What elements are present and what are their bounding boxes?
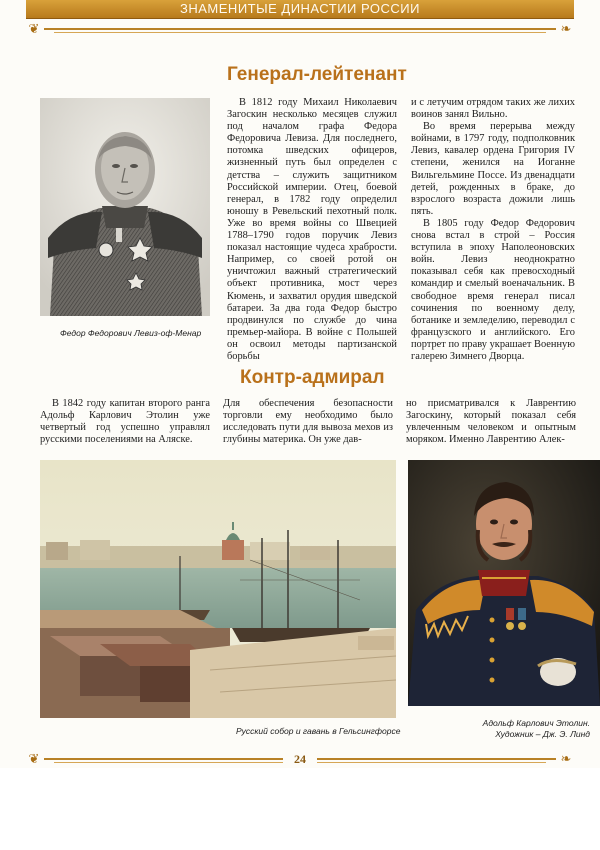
header-ornament: [24, 22, 576, 36]
paragraph: но присматривался к Лаврентию Загоскину, который показал себя увлеченным человеком и опытным моряком. Именно Лаврентию Алек-: [406, 398, 576, 446]
header-title: ЗНАМЕНИТЫЕ ДИНАСТИИ РОССИИ: [180, 1, 420, 16]
paragraph: и с летучим отрядом таких же лихих воинов занял Вильно.: [411, 97, 575, 121]
portrait-etolin-painting: [408, 460, 600, 706]
text-column-admiral-1: [40, 398, 210, 446]
page-bottom-margin: [0, 768, 600, 850]
caption-levis: Федор Федорович Левиз-оф-Менар: [60, 328, 202, 338]
page-number: 24: [283, 751, 317, 767]
portrait-levis-engraving: [40, 98, 210, 316]
caption-harbor: Русский собор и гавань в Гельсингфорсе: [236, 726, 401, 736]
harbor-painting: [40, 460, 396, 718]
section-title-admiral: Контр-адмирал: [240, 367, 385, 388]
ornament-scroll-right-icon: ❧: [560, 21, 572, 36]
ornament-scroll-left-icon: ❦: [28, 21, 40, 36]
portrait-etolin: [408, 460, 600, 706]
text-column-admiral-3: [406, 398, 576, 446]
harbor-image: [40, 460, 396, 718]
caption-etolin-artist: Художник – Дж. Э. Линд: [495, 729, 590, 739]
section-title-general: Генерал-лейтенант: [227, 64, 407, 85]
caption-etolin-name: Адольф Карлович Этолин.: [482, 718, 590, 728]
portrait-levis: [40, 98, 210, 316]
text-column-1: [227, 97, 397, 363]
paragraph: Для обеспечения безопасности торговли ему необходимо было исследовать пути для вывоза мехов из глубины материка. Он уже дав-: [223, 398, 393, 446]
caption-etolin: [470, 718, 590, 740]
paragraph: В 1812 году Михаил Николаевич Загоскин несколько месяцев служил под началом графа Федора Федоровича Левиза. Для последнего, потомка шведских офицеров, жизненный путь был определен с детства – служить защитником Российской империи. Отец, боевой генерал, в 1782 году определил юношу в Ревельский пехотный полк. Уже во время войны со Швецией 1788–1790 годов поручик Левиз показал настоящие чудеса храбрости. Например, со своей ротой он уничтожил важный стратегический объект противника, мост через Кюмень, и захватил орудия шведской батареи. За два года Федор быстро продвинулся по службе до чина премьер-майора. В войне с Польшей он освоил методы партизанской борьбы: [227, 97, 397, 362]
paragraph: В 1842 году капитан второго ранга Адольф Карлович Этолин уже четвертый год успешно управлял русскими поселениями на Аляске.: [40, 398, 210, 446]
ornament-scroll-left-icon: ❦: [28, 751, 40, 766]
text-column-admiral-2: [223, 398, 393, 446]
ornament-scroll-right-icon: ❧: [560, 751, 572, 766]
paragraph: Во время перерыва между войнами, в 1797 году, подполковник Левиз, кавалер ордена Григория IV степени, женился на Иоганне Вильгельмине Поссе. Из двенадцати детей, рожденных в браке, до взрослого возраста дожили лишь пять.: [411, 121, 575, 217]
text-column-2: [411, 97, 575, 363]
header-bar: [26, 0, 574, 19]
paragraph: В 1805 году Федор Федорович снова встал в строй – Россия вступила в эпоху Наполеоновских войн. Левиз неоднократно показывал себя как превосходный командир и смелый военачальник. В свободное время генерал писал сочинения по военному делу, ботанике и земледелию, переводил с французского и английского. Его портрет по праву украшает Военную галерею Зимнего Дворца.: [411, 217, 575, 362]
